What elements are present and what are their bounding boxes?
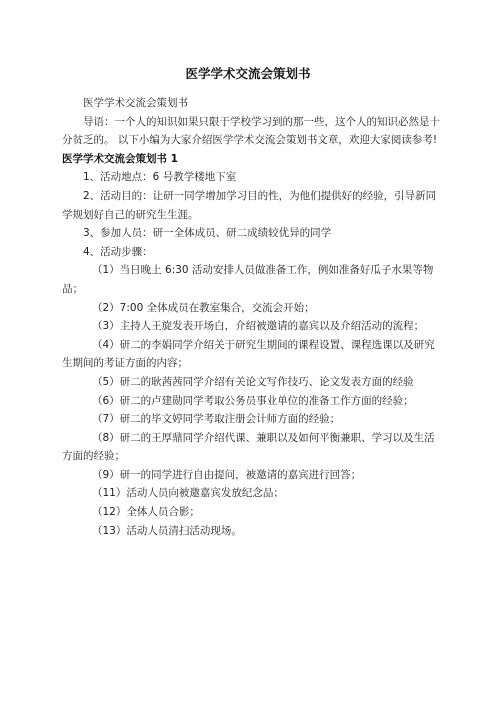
step-item: （9）研一的同学进行自由提问，被邀请的嘉宾进行回答；: [92, 468, 362, 481]
step-item: （13）活动人员清扫活动现场。: [92, 524, 242, 537]
section-heading: 医学学术交流会策划书 1: [62, 152, 178, 165]
paragraph: 2、活动目的：让研一同学增加学习目的性，为他们提供好的经验，引导新同学规划好自己的研究生生涯。: [62, 189, 437, 221]
step-item: （1）当日晚上 6:30 活动安排人员做准备工作，例如准备好瓜子水果等物品；: [62, 264, 434, 295]
paragraph: 1、活动地点：6 号教学楼地下室: [83, 171, 237, 184]
page-title: 医学学术交流会策划书: [185, 66, 311, 81]
step-item: （6）研二的卢建勋同学考取公务员事业单位的准备工作方面的经验；: [92, 394, 414, 407]
step-item: （4）研二的李娟同学介绍关于研究生期间的课程设置、课程选课以及研究生期间的考证方面的内容；: [62, 338, 435, 370]
step-item: （2）7:00 全体成员在教室集合，交流会开始；: [92, 301, 315, 314]
step-item: （12）全体人员合影；: [92, 506, 200, 519]
step-item: （5）研二的耿茜茜同学介绍有关论文写作技巧、论文发表方面的经验: [92, 375, 414, 388]
paragraph: 4、活动步骤：: [83, 245, 153, 258]
paragraph: 3、参加人员：研一全体成员、研二成绩较优异的同学: [83, 227, 332, 240]
step-item: （3）主持人王旋发表开场白，介绍被邀请的嘉宾以及介绍活动的流程；: [92, 320, 425, 333]
step-item: （7）研二的毕文婷同学考取注册会计师方面的经验；: [92, 413, 341, 426]
step-item: （8）研二的王厚鼎同学介绍代课、兼职以及如何平衡兼职、学习以及生活方面的经验；: [62, 431, 435, 463]
paragraph: 导语：一个人的知识如果只限于学校学习到的那一些，这个人的知识必然是十分贫乏的。 以下小编为大家介绍医学学术交流会策划书文章，欢迎大家阅读参考!: [62, 115, 440, 147]
paragraph: 医学学术交流会策划书: [83, 97, 188, 109]
step-item: （11）活动人员向被邀嘉宾发放纪念品；: [92, 487, 284, 500]
document-body: [62, 94, 440, 540]
